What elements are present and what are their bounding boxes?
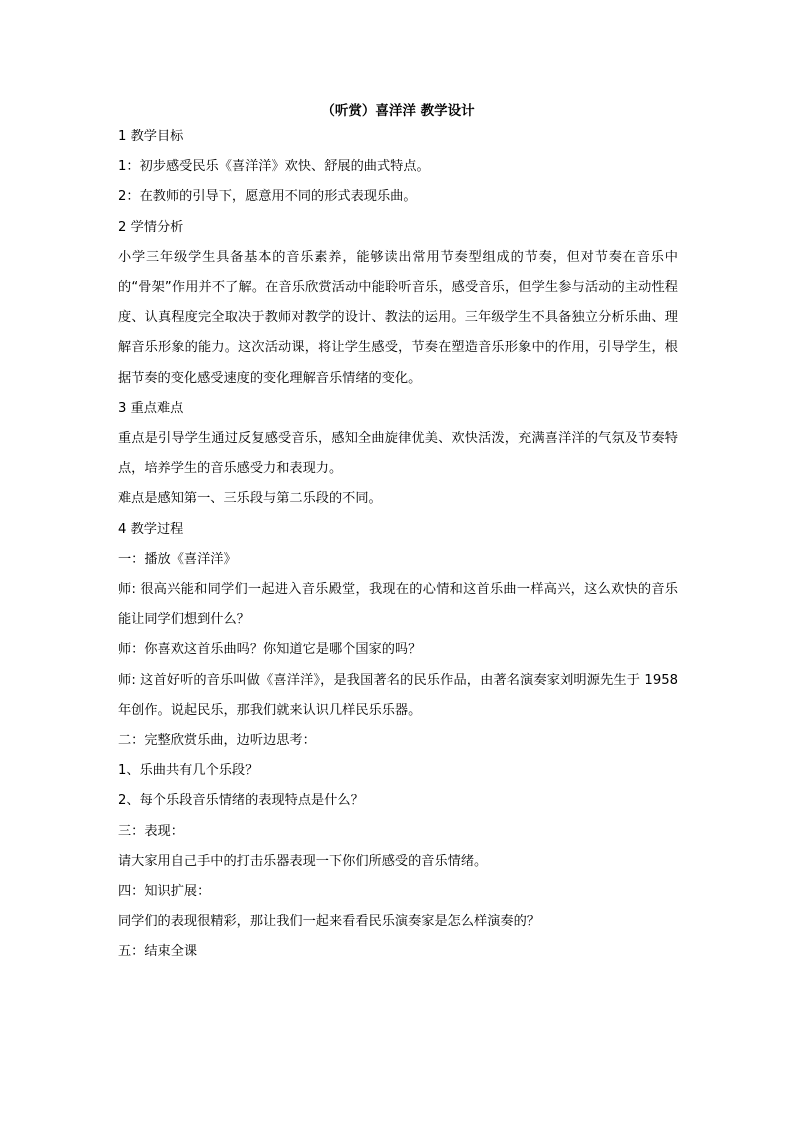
step-2-heading: 二：完整欣赏乐曲，边听边思考：: [118, 733, 316, 749]
goal-item-2: 2：在教师的引导下，愿意用不同的形式表现乐曲。: [118, 189, 417, 205]
section-heading-analysis: 2 学情分析: [118, 219, 184, 235]
question-2: 2、每个乐段音乐情绪的表现特点是什么？: [118, 793, 364, 809]
document-body: [118, 100, 678, 968]
section-heading-goals: 1 教学目标: [118, 129, 184, 144]
question-1: 1、乐曲共有几个乐段？: [118, 763, 259, 779]
section-heading-key-points: 3 重点难点: [118, 400, 184, 416]
step-1-heading: 一：播放《喜洋洋》: [118, 551, 237, 567]
key-point-paragraph: 重点是引导学生通过反复感受音乐，感知全曲旋律优美、欢快活泼，充满喜洋洋的气氛及节奏特点，培养学生的音乐感受力和表现力。: [118, 431, 678, 477]
document-title: （听赏）喜洋洋 教学设计: [321, 103, 475, 119]
step-4-heading: 四：知识扩展：: [118, 884, 211, 900]
step-4-text: 同学们的表现很精彩，那让我们一起来看看民乐演奏家是怎么样演奏的？: [118, 914, 540, 930]
step-3-heading: 三：表现：: [118, 823, 184, 839]
section-heading-process: 4 教学过程: [118, 521, 184, 537]
step-5-heading: 五：结束全课: [118, 944, 198, 960]
step-3-text: 请大家用自己手中的打击乐器表现一下你们所感受的音乐情绪。: [118, 853, 488, 869]
teacher-speech-2: 师：你喜欢这首乐曲吗？你知道它是哪个国家的吗？: [118, 642, 422, 658]
analysis-paragraph: 小学三年级学生具备基本的音乐素养，能够读出常用节奏型组成的节奏，但对节奏在音乐中的“骨架”作用并不了解。在音乐欣赏活动中能聆听音乐，感受音乐，但学生参与活动的主动性程度、认真程度完全取决于教师对教学的设计、教法的运用。三年级学生不具备独立分析乐曲、理解音乐形象的能力。这次活动课，将让学生感受，节奏在塑造音乐形象中的作用，引导学生，根据节奏的变化感受速度的变化理解音乐情绪的变化。: [118, 249, 678, 386]
teacher-speech-3: 师: 这首好听的音乐叫做《喜洋洋》，是我国著名的民乐作品，由著名演奏家刘明源先生于 1958 年创作。说起民乐，那我们就来认识几样民乐乐器。: [118, 672, 678, 718]
difficulty-line: 难点是感知第一、三乐段与第二乐段的不同。: [118, 491, 382, 507]
teacher-speech-1: 师: 很高兴能和同学们一起进入音乐殿堂，我现在的心情和这首乐曲一样高兴，这么欢快的音乐能让同学们想到什么？: [118, 582, 678, 628]
goal-item-1: 1：初步感受民乐《喜洋洋》欢快、舒展的曲式特点。: [118, 159, 430, 175]
